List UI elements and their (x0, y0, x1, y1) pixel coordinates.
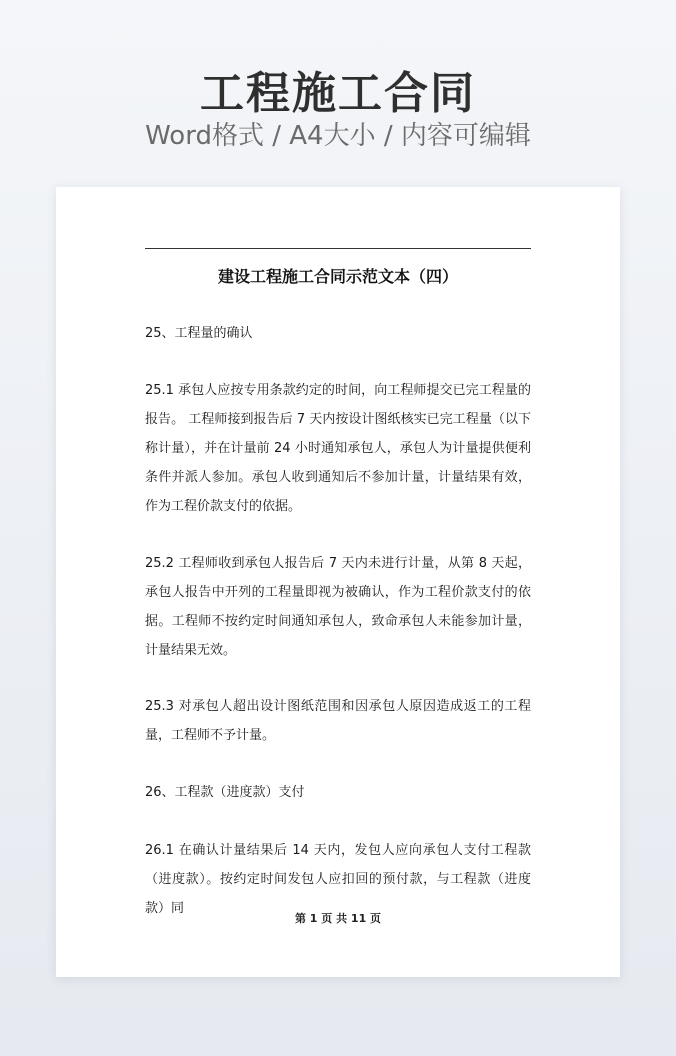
section-heading-26: 26、工程款（进度款）支付 (145, 785, 305, 800)
paragraph-26-1: 26.1 在确认计量结果后 14 天内，发包人应向承包人支付工程款（进度款）。按约定时间发包人应扣回的预付款，与工程款（进度款）同 (145, 843, 531, 916)
document-page (56, 187, 620, 977)
paragraph-25-3: 25.3 对承包人超出设计图纸范围和因承包人原因造成返工的工程量，工程师不予计量。 (145, 699, 531, 743)
page-number: 第 1 页 共 11 页 (294, 912, 382, 925)
banner-subtitle: Word格式 / A4大小 / 内容可编辑 (145, 121, 531, 151)
paragraph-25-2: 25.2 工程师收到承包人报告后 7 天内未进行计量，从第 8 天起，承包人报告中开列的工程量即视为被确认，作为工程价款支付的依据。工程师不按约定时间通知承包人，致命承包人未能参加计量，计量结果无效。 (145, 556, 531, 658)
paragraph-25-1: 25.1 承包人应按专用条款约定的时间，向工程师提交已完工程量的报告。 工程师接到报告后 7 天内按设计图纸核实已完工程量（以下称计量），并在计量前 24 小时通知承包人，承包人为计量提供便利条件并派人参加。承包人收到通知后不参加计量，计量结果有效，作为工程价款支付的依据。 (145, 383, 531, 514)
banner-title: 工程施工合同 (200, 68, 476, 119)
header-rule (145, 248, 531, 249)
section-heading-25: 25、工程量的确认 (145, 326, 253, 341)
document-title: 建设工程施工合同示范文本（四） (217, 267, 458, 286)
